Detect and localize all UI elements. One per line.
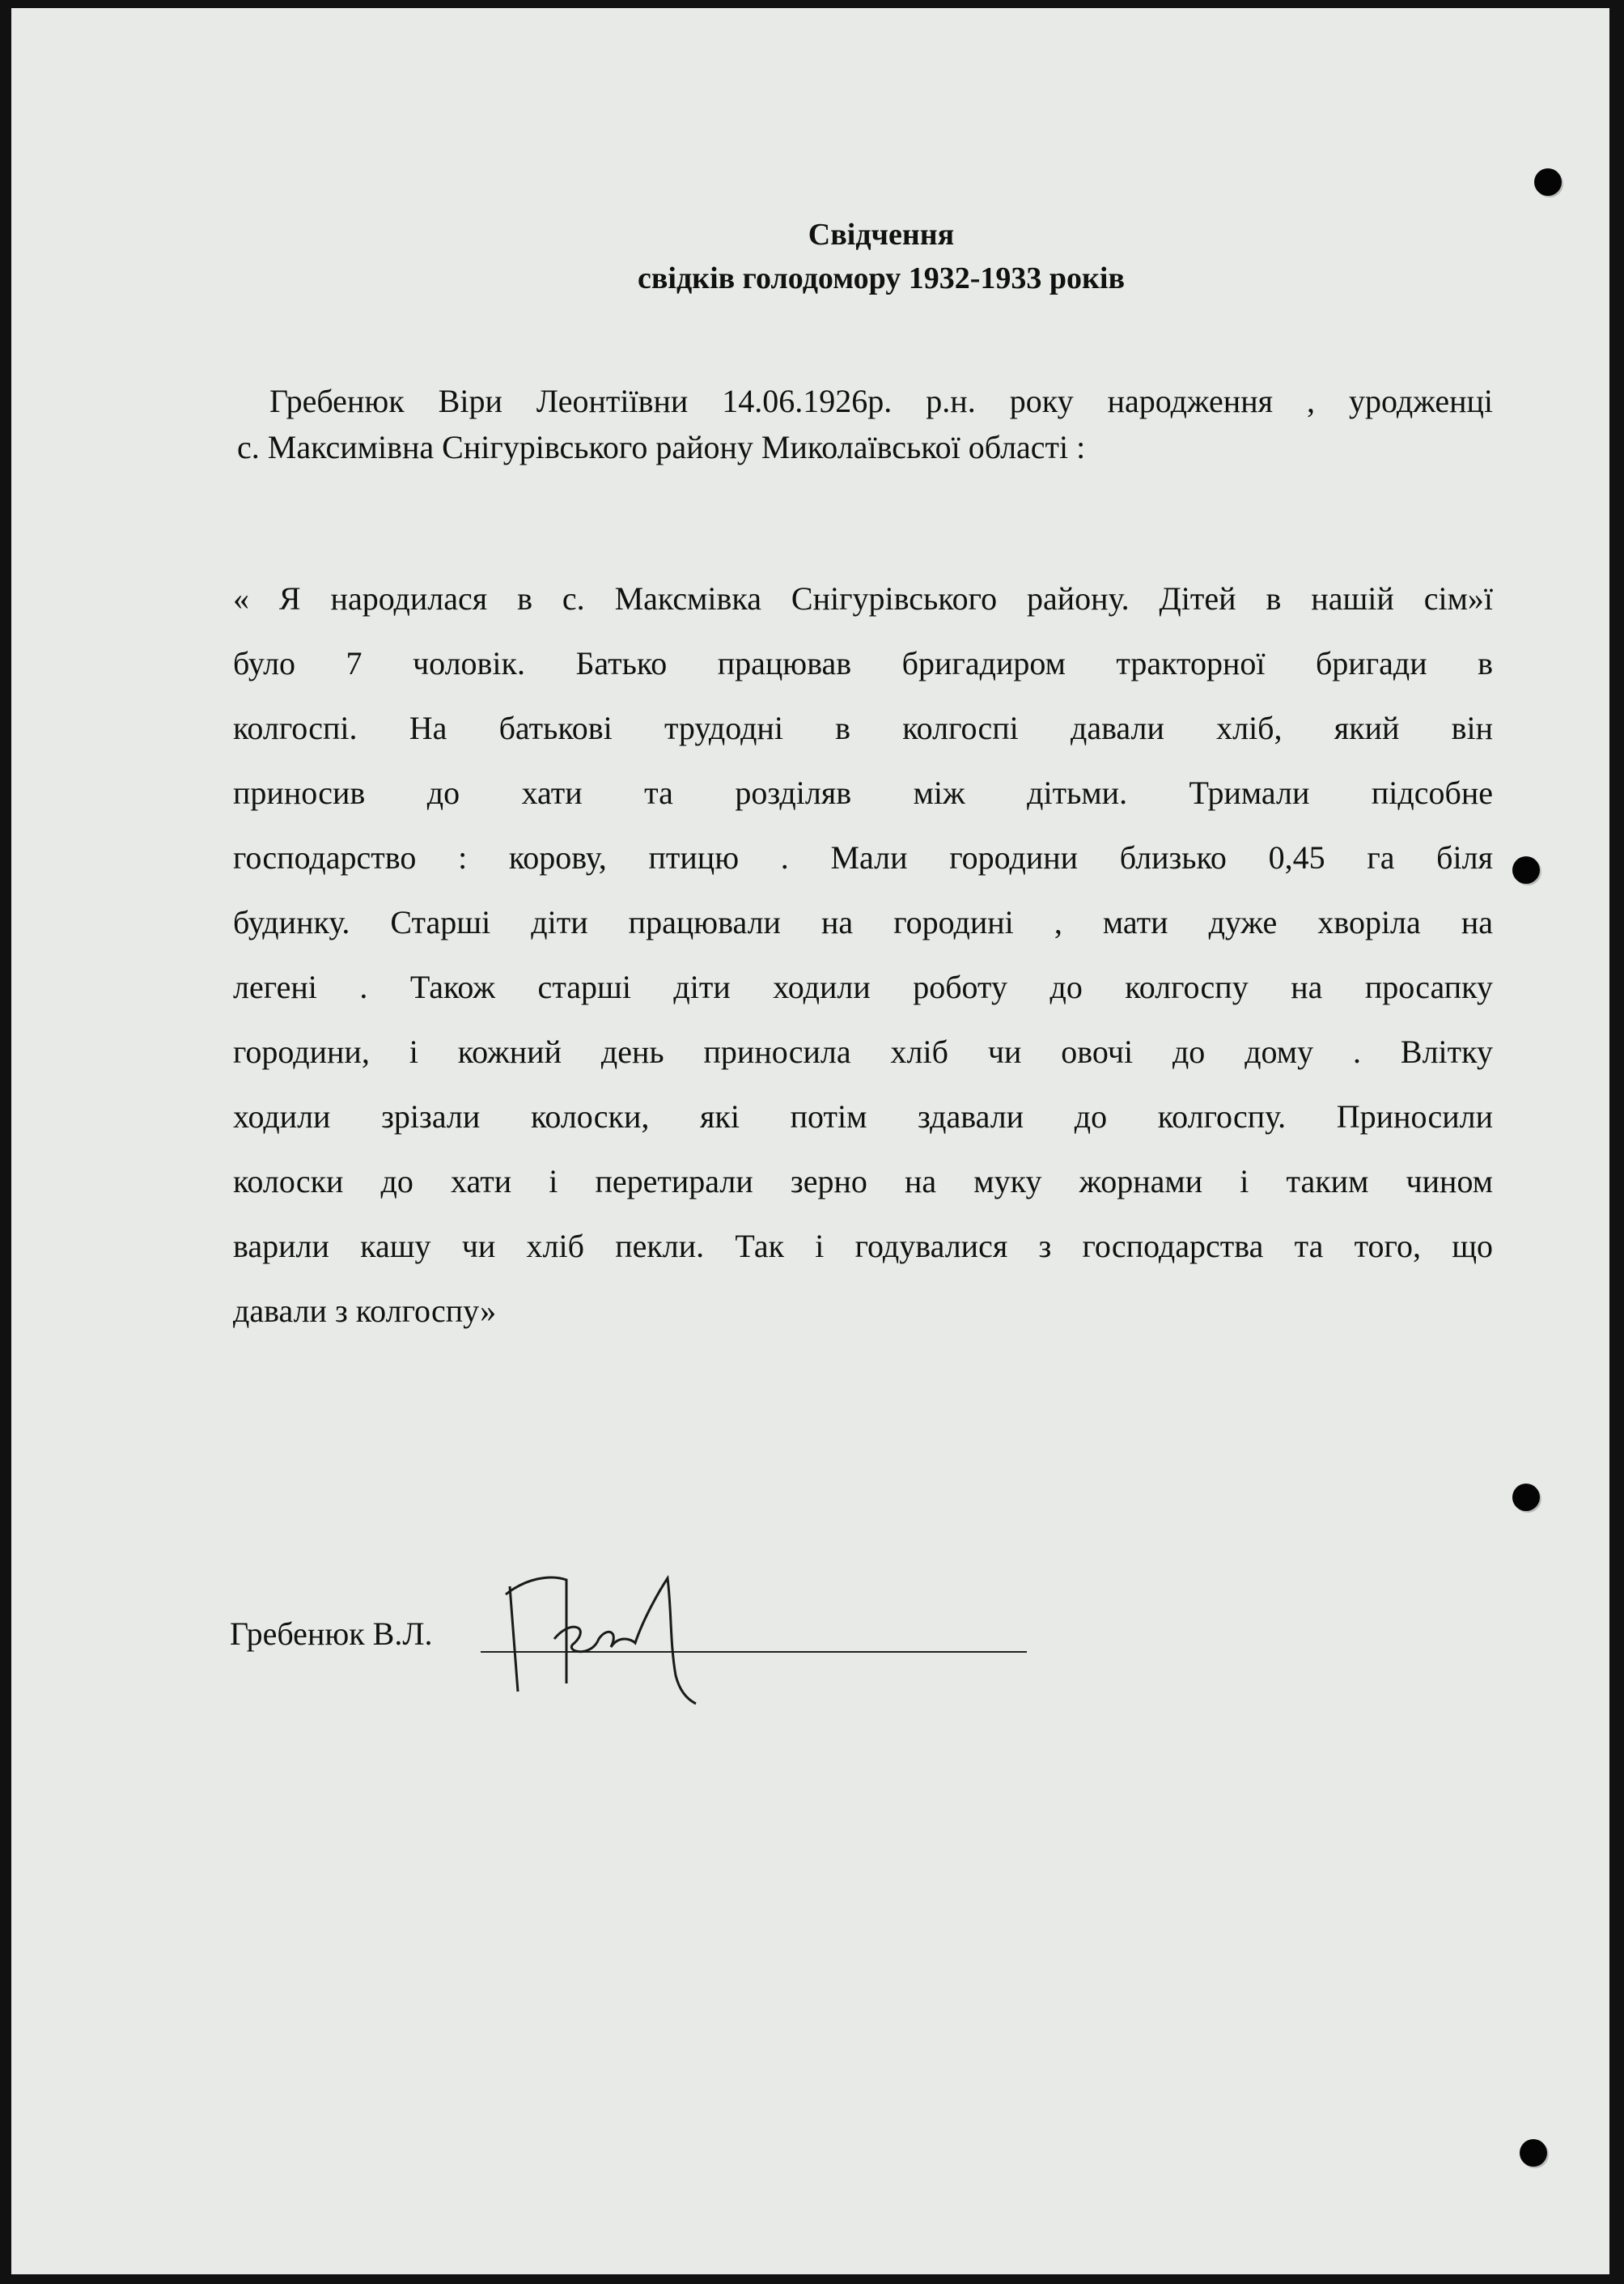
body-line: давали з колгоспу»: [233, 1293, 497, 1329]
body-line: господарство : корову, птицю . Мали городини близько 0,45 га біля: [233, 839, 1493, 876]
body-line: варили кашу чи хліб пекли. Так і годувалися з господарства та того, що: [233, 1228, 1493, 1264]
body-line: будинку. Старші діти працювали на городині , мати дуже хворіла на: [233, 904, 1493, 940]
body-line: колоски до хати і перетирали зерно на муку жорнами і таким чином: [233, 1163, 1493, 1199]
punch-hole: [1512, 856, 1540, 884]
body-line: ходили зрізали колоски, які потім здавали до колгоспу. Приносили: [233, 1098, 1493, 1135]
punch-hole: [1534, 168, 1562, 196]
intro-line: с. Максимівна Снігурівського району Миколаївської області :: [237, 429, 1086, 465]
body-line: було 7 чоловік. Батько працював бригадиром тракторної бригади в: [233, 645, 1493, 681]
punch-hole: [1512, 1484, 1540, 1511]
body-line: городини, і кожний день приносила хліб чи овочі до дому . Влітку: [233, 1034, 1493, 1070]
body-line: « Я народилася в с. Максмівка Снігурівського району. Дітей в нашій сім»ї: [233, 580, 1493, 617]
intro-line: Гребенюк Віри Леонтіївни 14.06.1926р. р.н. року народження , уродженці: [269, 383, 1493, 419]
body-line: приносив до хати та розділяв між дітьми. Тримали підсобне: [233, 775, 1493, 811]
document-page: [11, 8, 1609, 2274]
signature-name: Гребенюк В.Л.: [230, 1615, 433, 1652]
document-title: Свідчення: [808, 218, 955, 252]
punch-hole: [1520, 2139, 1547, 2167]
handwritten-signature: [477, 1562, 736, 1708]
body-line: легені . Також старші діти ходили роботу до колгоспу на просапку: [233, 969, 1493, 1005]
body-line: колгоспі. На батькові трудодні в колгоспі давали хліб, який він: [233, 710, 1493, 746]
document-subtitle: свідків голодомору 1932-1933 років: [638, 261, 1125, 295]
